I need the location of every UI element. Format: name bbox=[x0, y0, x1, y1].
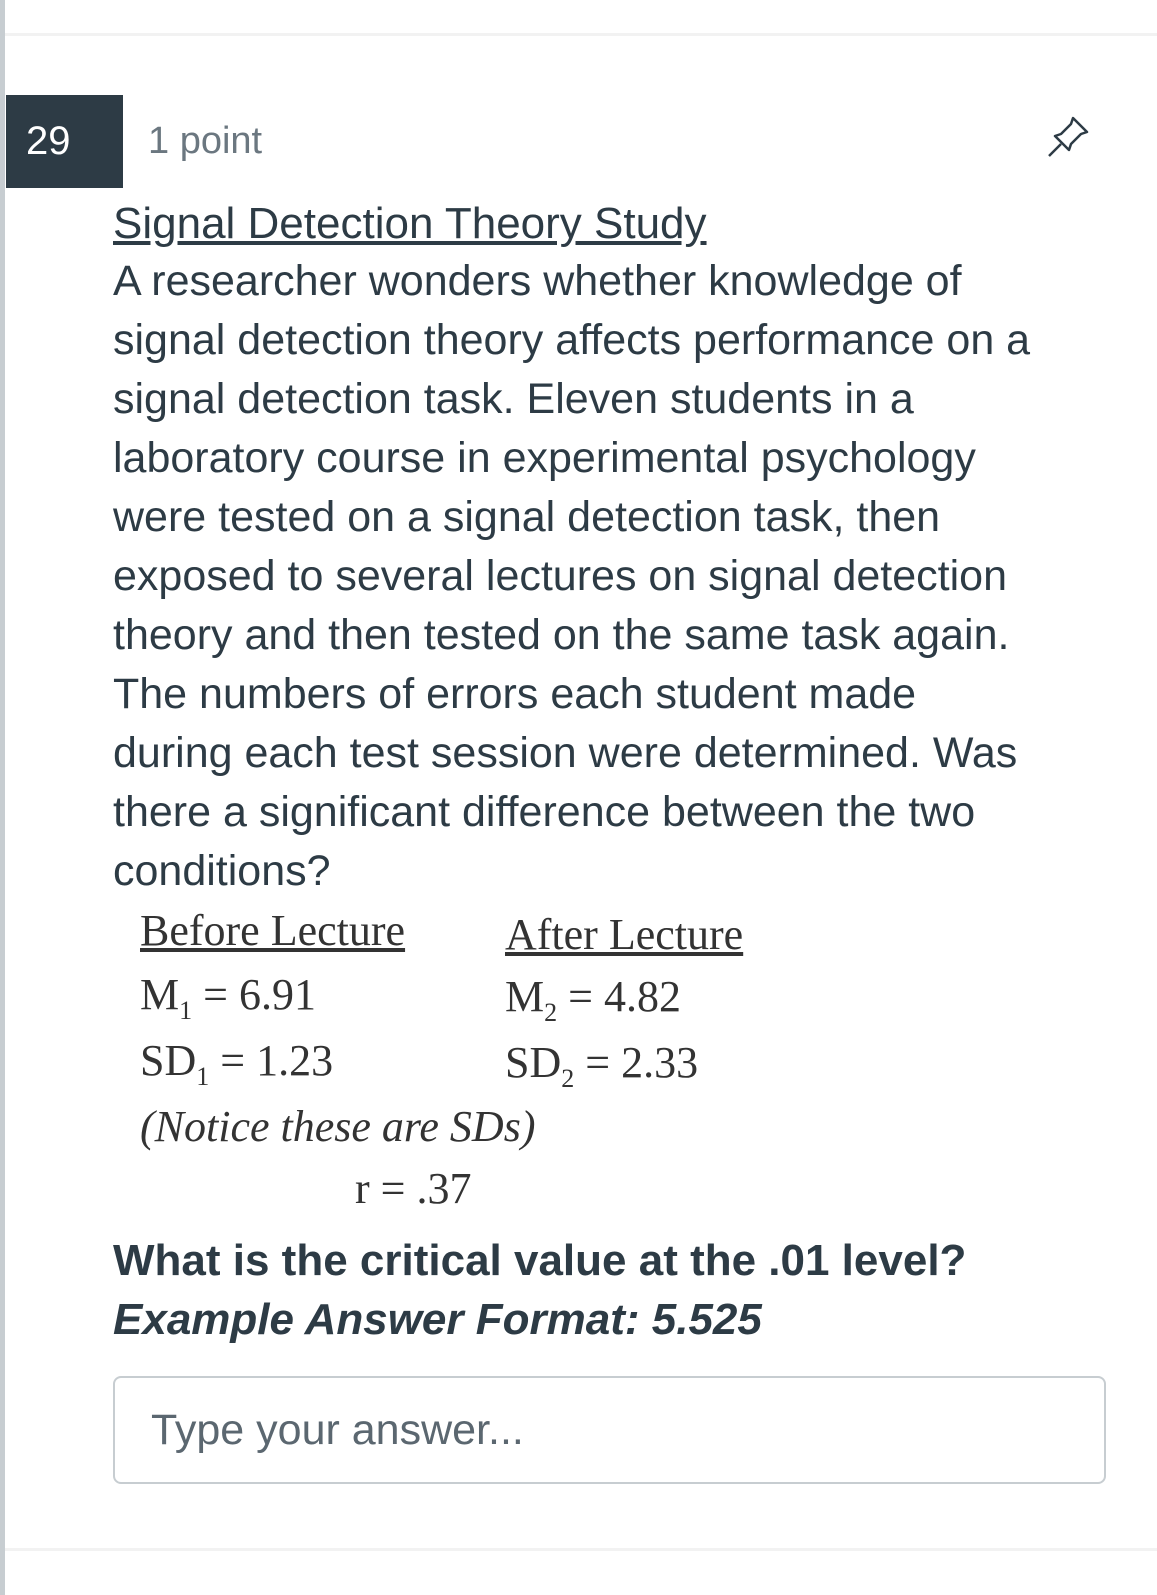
text-line: A researcher wonders whether knowledge of bbox=[113, 257, 962, 305]
text-line: signal detection theory affects performance on a bbox=[113, 316, 1031, 364]
pin-icon[interactable] bbox=[1043, 112, 1093, 162]
correlation: r = .37 bbox=[355, 1164, 472, 1213]
before-header: Before Lecture bbox=[140, 906, 406, 955]
text-line: there a significant difference between the two bbox=[113, 788, 976, 836]
text-line: laboratory course in experimental psychology bbox=[113, 434, 976, 482]
mean-1: $M_1 = 6.91$ bbox=[140, 970, 316, 1025]
sd-2: $SD_2 = 2.33$ bbox=[505, 1038, 699, 1093]
left-border bbox=[0, 0, 5, 1595]
text-line: were tested on a signal detection task, then bbox=[113, 493, 941, 541]
text-line: exposed to several lectures on signal detection bbox=[113, 552, 1007, 600]
question-title: Signal Detection Theory Study bbox=[113, 199, 707, 248]
divider bbox=[5, 33, 1157, 36]
text-line: theory and then tested on the same task again. bbox=[113, 611, 1010, 659]
text-line: during each test session were determined. Was bbox=[113, 729, 1018, 777]
sd-1: $SD_1 = 1.23$ bbox=[140, 1036, 334, 1091]
text-line: The numbers of errors each student made bbox=[113, 670, 917, 718]
question-content bbox=[113, 196, 1123, 901]
sd-note: (Notice these are SDs) bbox=[140, 1102, 536, 1151]
text-line: conditions? bbox=[113, 847, 331, 895]
question-prompt: What is the critical value at the .01 level? bbox=[113, 1236, 967, 1285]
answer-input[interactable] bbox=[113, 1376, 1106, 1484]
mean-2: $M_2 = 4.82$ bbox=[505, 972, 681, 1027]
divider bbox=[5, 1548, 1157, 1551]
question-text bbox=[113, 252, 1123, 901]
text-line: signal detection task. Eleven students in a bbox=[113, 375, 914, 423]
after-header: After Lecture bbox=[505, 910, 744, 959]
question-points: 1 point bbox=[148, 120, 263, 162]
answer-format: Example Answer Format: 5.525 bbox=[113, 1295, 762, 1344]
question-number: 29 bbox=[6, 95, 123, 188]
